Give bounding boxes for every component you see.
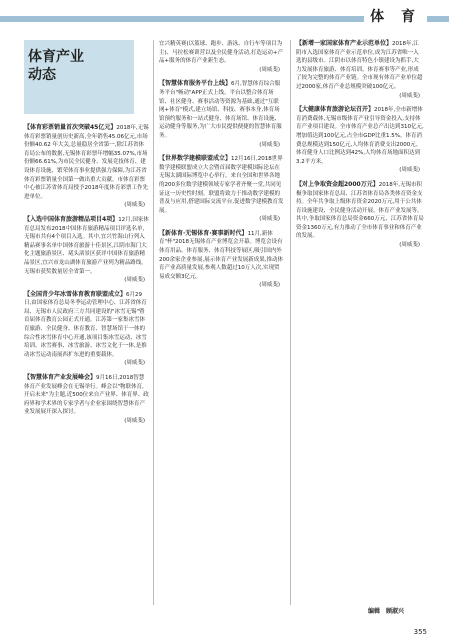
article-body: 11月,新体育"杯"2018无锡体育产业博览会开幕。博览会设有体育用品、体育服务、体育科技等展区,吸引国内外200余家企业参展,展示体育产业发展新成果,推动体育产业高质量发展,参观人数超过10万人次,实现贸易成交额3亿元。 [159,230,283,280]
editor-credit: 编辑 顾淑兴 [367,608,404,615]
article-signature: (周威斐) [124,360,145,367]
article-signature: (周威斐) [124,202,145,209]
article-body: 2018年,无锡体育彩票销量创历史新高,全年销售45.06亿元,市场份额40.62 年大关,总量稳居全省第一,除江苏省体育局公布的数据,无锡体育彩票年增幅35.07%,市场份额66.61%,为市民全民健身、发展竞技体育、建设体育设施、繁荣体育事业提供强力保障,为江苏省体育彩票销量全国第一做出重大贡献。市体育彩票中心被江苏省体育局授予2018年度体育彩票工作先进单位。 [24,125,149,200]
article-body: 12月16日,2018世界数学建模联盟成立大会暨首届数学建模国际论坛在无锡太湖国际博览中心举行。来自全国和世界各地的200多位数学建模领域专家学者齐聚一堂,共同见证这一历史性时刻。联盟将致力于推动数学建模的普及与应用,搭建国际交流平台,促进数学建模教育发展。 [159,156,284,214]
article-headline: 【智慧体育产业发展峰会】 [24,374,97,382]
article-headline: 【世界数学建模联盟成立】 [159,155,232,163]
band-line-2: 动态 [28,67,56,83]
article-signature: (周威斐) [399,242,420,249]
article [159,155,284,224]
article-headline: 【入选中国体育旅游精品项目4项】 [24,215,119,223]
article-signature: (周威斐) [259,216,280,223]
article-body: 9月16日,2018智慧体育产业发展峰会在无锡举行。峰会以"物联体育,开启未来"为主题,近500位来自产业界、体育界、政府界和学术界的专家学者与企业家围绕智慧体育产业发展展开深入探讨。 [24,375,149,416]
article-body: 2018年,全市新增体育消费载体,无锡市级体育产业引导资金投入,支持体育产业项目建设。全市体育产业总产出达到310亿元,增加值达到100亿元,占全市GDP比重1.5%。体育消费总规模达到150亿元,人均体育消费支出2000元。体育健身人口比例达到42%,人均体育场地面积达到3.2平方米。 [296,107,424,165]
article-signature: (周威斐) [399,167,420,174]
article [159,230,284,290]
article-body: 宜兴精英赛(以篮球、跑步、游泳、自行车等项目为主)、马拉松赛训营以及全民健身活动,打造运动+产品+服务的体育产业新生态。 [159,41,284,65]
article [24,216,149,285]
article [24,124,149,210]
section-band-title [28,48,84,84]
article-headline: 【对上争取资金超2000万元】 [296,180,379,188]
article-body: 6月29日,由国家体育总局冬季运动管理中心、江苏省体育局、无锡市人民政府三方共同建设的"冰雪无锡"暨首届体育教育公园正式开通。江苏第一家集冰雪体育旅游、全民健身、体育教育、智慧场馆于一体的综合性冰雪体育中心开通,该项目集冰雪运动、冰雪培训、冰雪赛事、冰雪旅游、冰雪文化于一体,是推动冰雪运动南展西扩东进的重要载体。 [24,291,147,358]
article [296,40,424,100]
article [296,181,424,250]
section-title: 体 育 [364,6,427,26]
article-body: 2018年,江阴市入选国家体育产业示范单位,成为江苏省唯一入选的县级市。江阴市以体育特色小镇建设为抓手,大力发展体育旅游、体育培训、体育赛事等产业,形成了较为完整的体育产业链。全市现有体育产业单位超过2000家,体育产业总规模突破100亿元。 [296,41,423,90]
article-headline: 【全国青少年冰雪体育教育联盟成立】 [24,290,127,298]
article-signature: (周威斐) [259,141,280,148]
article [24,291,149,368]
article [159,40,284,74]
band-line-1: 体育产业 [28,49,84,65]
article-headline: 【新体育·无锡体育·赛事新时代】 [159,229,248,237]
article-headline: 【大健康体育旅游论坛召开】 [296,106,375,114]
article-body: 12月,国家体育总局发布2018中国体育旅游精品项目评选名单,无锡市共有4个项目入选。其中,宜兴竹海山行列入精品赛事名单中国体育旅游十佳景区,江阴市海门大化主题旅游景区、鼋头渚景区获评中国体育旅游精品景区,宜兴市龙山湖体育旅游产业列为精品路线。无锡市获奖数量居全省第一。 [24,216,149,275]
article-headline: 【体育彩票销量首次突破45亿元】 [24,124,117,131]
column-3 [296,40,424,256]
article-signature: (周威斐) [399,92,420,99]
article-headline: 【智慧体育服务平台上线】 [159,80,232,88]
article-signature: (周威斐) [259,66,280,73]
article [24,374,149,426]
section-band [24,40,134,114]
article-signature: (周威斐) [124,277,145,284]
column-2 [159,40,284,296]
article [159,80,284,149]
article-body: 6月,智慧体育综合服务平台"畅动"APP正式上线。平台以整合体育场馆、社区健身、赛事活动等资源为基础,通过"互联网+体育"模式,建立场馆、科技、赛事本身,体育场馆预约服务和一站式健身、体育场馆、体育设施、运动健身等服务,为广大市民提供便捷的智慧体育服务。 [159,81,282,139]
page-header [0,0,449,30]
column-divider [290,40,291,605]
column-1 [24,124,149,432]
article-signature: (周威斐) [259,282,280,289]
article-signature: (周威斐) [124,418,145,424]
article-headline: 【新增一家国家体育产业示范单位】 [296,40,393,47]
page-number: 355 [413,628,427,636]
article [296,106,424,175]
column-divider [153,40,154,605]
article-body: 2018年,无锡市积极争取国家体育总局、江苏省体育局各类体育资金支持。全年共争取上级体育资金2020万元,用于公共体育设施建设、全民健身活动开展、体育产业发展等。其中,争取国家体育总局资金660万元、江苏省体育局资金1360万元,有力推动了全市体育事业和体育产业的发展。 [296,181,424,240]
